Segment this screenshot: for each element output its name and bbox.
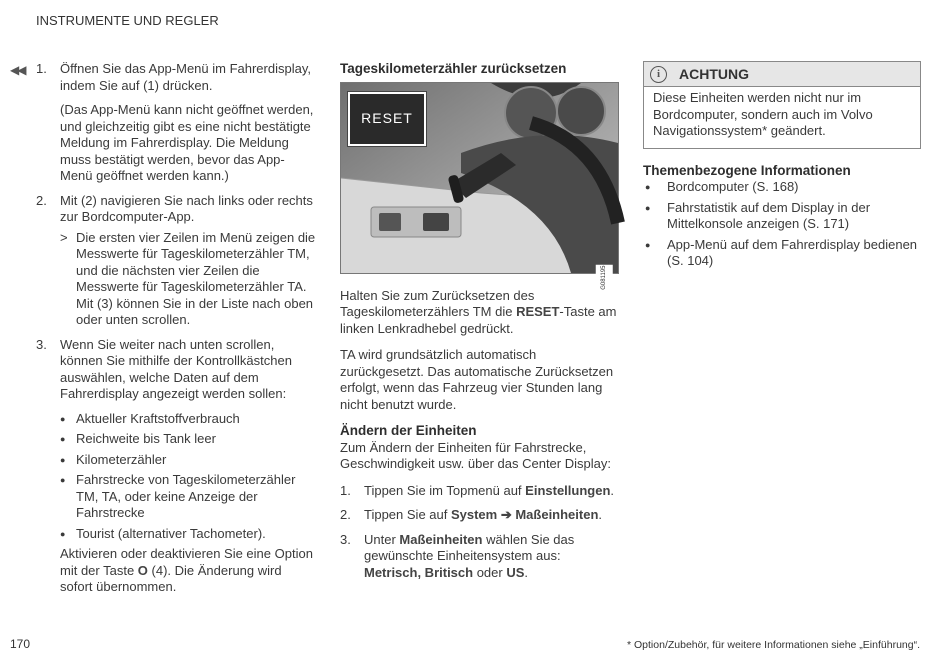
option-item: ● Aktueller Kraftstoffverbrauch bbox=[60, 411, 316, 428]
item-text: Öffnen Sie das App-Menü im Fahrerdisplay, indem Sie auf (1) drücken. bbox=[60, 61, 311, 93]
option-item: ● Kilometerzähler bbox=[60, 452, 316, 469]
result-marker: > bbox=[60, 229, 68, 245]
list-item bbox=[36, 61, 316, 185]
option-item: ● Fahrstrecke von Tageskilometerzähler TM, TA, oder keine Anzeige der Fahrstrecke bbox=[60, 472, 316, 522]
column-right bbox=[643, 61, 921, 274]
step-number: 3. bbox=[340, 531, 351, 547]
page-header: INSTRUMENTE UND REGLER bbox=[36, 13, 219, 28]
subsection-intro: Zum Ändern der Einheiten für Fahrstrecke, Geschwindigkeit usw. über das Center Display: bbox=[340, 439, 611, 471]
figure-code: G081195 bbox=[596, 265, 613, 291]
item-after-text: Aktivieren oder deaktivieren Sie eine Option mit der Taste O (4). Die Änderung wird sofort übernommen. bbox=[60, 546, 313, 594]
list-item bbox=[36, 193, 316, 329]
related-link[interactable]: ● App-Menü auf dem Fahrerdisplay bedienen (S. 104) bbox=[643, 237, 921, 270]
reset-button-label: RESET bbox=[348, 92, 426, 146]
step-item: 2. Tippen Sie auf System ➔ Maßeinheiten. bbox=[340, 507, 603, 522]
reset-key: RESET bbox=[516, 304, 560, 319]
step-number: 2. bbox=[340, 507, 351, 522]
step-number: 1. bbox=[340, 482, 351, 498]
back-nav-icon[interactable]: ◀◀ bbox=[10, 63, 25, 77]
key-label: O bbox=[137, 562, 148, 578]
related-link[interactable]: ● Fahrstatistik auf dem Display in der Mittelkonsole anzeigen (S. 171) bbox=[643, 200, 921, 233]
warning-box bbox=[643, 61, 921, 149]
step-item: 1. Tippen Sie im Topmenü auf Einstellungen. bbox=[340, 482, 615, 498]
subsection-title: Ändern der Einheiten bbox=[340, 423, 477, 438]
list-item bbox=[36, 337, 316, 596]
related-title: Themenbezogene Informationen bbox=[643, 162, 851, 178]
step-item: 3. Unter Maßeinheiten wählen Sie das gewünschte Einheitensystem aus: Metrisch, Britisch oder US. bbox=[340, 531, 575, 580]
info-icon: i bbox=[650, 66, 667, 83]
column-middle bbox=[340, 61, 620, 589]
auto-reset-text: TA wird grundsätzlich automatisch zurückgesetzt. Das automatische Zurücksetzen erfolgt, wenn das Fahrzeug vier Stunden lang nicht benutzt wurde. bbox=[340, 347, 614, 412]
result-line bbox=[60, 230, 316, 329]
related-info bbox=[643, 163, 921, 270]
warning-text: Diese Einheiten werden nicht nur im Bordcomputer, sondern auch im Volvo Navigationssystem* geändert. bbox=[653, 90, 873, 138]
footnote: * Option/Zubehör, für weitere Informationen siehe „Einführung“. bbox=[627, 639, 920, 651]
related-link[interactable]: ● Bordcomputer (S. 168) bbox=[643, 179, 921, 196]
warning-title: ACHTUNG bbox=[679, 65, 749, 82]
warning-header bbox=[644, 62, 920, 87]
item-number: 1. bbox=[36, 61, 47, 76]
section-title: Tageskilometerzähler zurücksetzen bbox=[340, 61, 567, 76]
item-number: 3. bbox=[36, 336, 47, 352]
option-item: ● Tourist (alternativer Tachometer). bbox=[60, 526, 316, 543]
reset-instructions: Halten Sie zum Zurücksetzen des Tageskilometerzählers TM die RESET-Taste am linken Lenkradhebel gedrückt. bbox=[340, 287, 617, 336]
item-number: 2. bbox=[36, 192, 47, 208]
unit-option-us: US bbox=[506, 564, 525, 580]
menu-label: Einstellungen bbox=[525, 482, 611, 498]
option-item: ● Reichweite bis Tank leer bbox=[60, 431, 316, 448]
unit-options: Metrisch, Britisch bbox=[364, 564, 474, 580]
item-text: Wenn Sie weiter nach unten scrollen, können Sie mithilfe der Kontrollkästchen auswählen, welche Daten auf dem Fahrerdisplay angezeigt werden sollen: bbox=[60, 336, 292, 401]
result-text: Die ersten vier Zeilen im Menü zeigen die Messwerte für Tageskilometerzähler TM, und die nächsten vier Zeilen die Messwerte für Tageskilometerzähler TA. Mit (3) können Sie in der Liste nach oben oder unten scrollen. bbox=[76, 229, 316, 327]
page-number: 170 bbox=[10, 637, 31, 651]
item-note: (Das App-Menü kann nicht geöffnet werden, und gleichzeitig gibt es eine nicht bestätigte Meldung im Fahrerdisplay. Die Meldung muss bestätigt werden, bevor das App-Menü geöffnet werden kann.) bbox=[60, 102, 314, 183]
column-left bbox=[36, 61, 316, 604]
menu-path: System ➔ Maßeinheiten bbox=[450, 507, 599, 522]
related-list bbox=[643, 179, 921, 270]
option-list bbox=[60, 411, 316, 543]
menu-label: Maßeinheiten bbox=[399, 531, 483, 547]
item-text: Mit (2) navigieren Sie nach links oder rechts zur Bordcomputer-App. bbox=[60, 192, 313, 224]
reset-figure bbox=[340, 82, 619, 290]
